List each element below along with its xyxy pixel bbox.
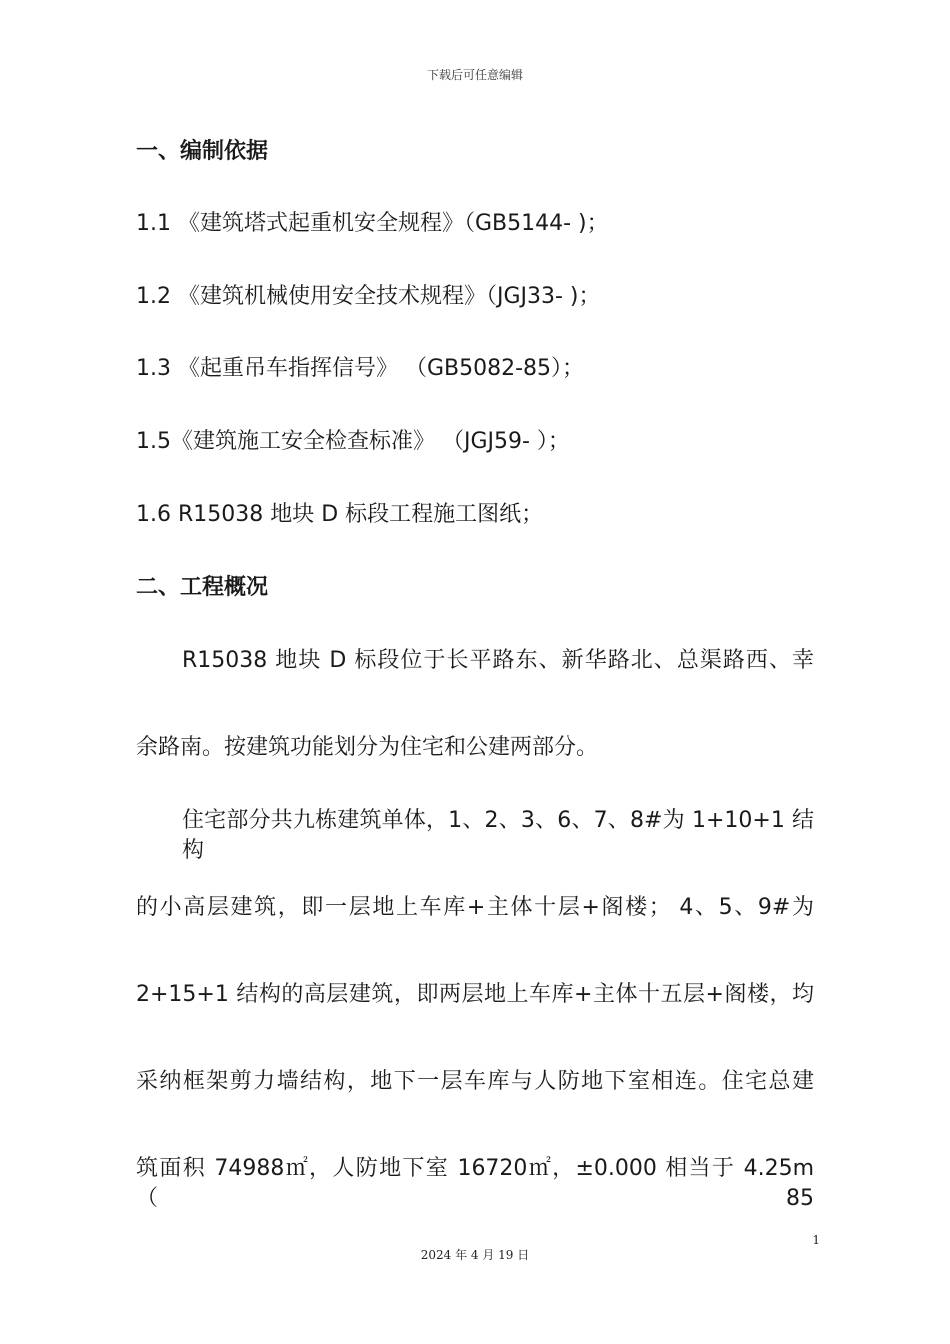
paragraph-2-line-5: 筑面积 74988㎡，人防地下室 16720㎡，±0.000 相当于 4.25m（85 [136,1156,814,1211]
section-1-title: 一、编制依据 [136,139,269,164]
paragraph-1-line-2: 余路南。按建筑功能划分为住宅和公建两部分。 [136,735,599,760]
reference-item-1: 1.1 《建筑塔式起重机安全规程》（GB5144- )； [136,211,609,236]
paragraph-2-line-2: 的小高层建筑，即一层地上车库+主体十层+阁楼； 4、5、9#为 [136,895,814,920]
page-number: 1 [812,1233,820,1247]
reference-item-4: 1.5《建筑施工安全检查标准》 （JGJ59- ）； [136,429,570,454]
paragraph-2-line-3: 2+15+1 结构的高层建筑，即两层地上车库+主体十五层+阁楼，均 [136,982,814,1007]
page-header: 下载后可任意编辑 [426,68,523,82]
reference-item-2: 1.2 《建筑机械使用安全技术规程》（JGJ33- )； [136,284,601,309]
paragraph-2-line-1: 住宅部分共九栋建筑单体，1、2、3、6、7、8#为 1+10+1 结构 [182,808,814,863]
reference-item-3: 1.3 《起重吊车指挥信号》 （GB5082-85）； [136,356,585,381]
paragraph-2-line-4: 采纳框架剪力墙结构，地下一层车库与人防地下室相连。住宅总建 [136,1069,814,1094]
section-2-title: 二、工程概况 [136,575,269,600]
footer-date: 2024 年 4 月 19 日 [420,1248,530,1262]
paragraph-1-line-1: R15038 地块 D 标段位于长平路东、新华路北、总渠路西、幸 [182,648,814,673]
reference-item-5: 1.6 R15038 地块 D 标段工程施工图纸； [136,502,544,527]
